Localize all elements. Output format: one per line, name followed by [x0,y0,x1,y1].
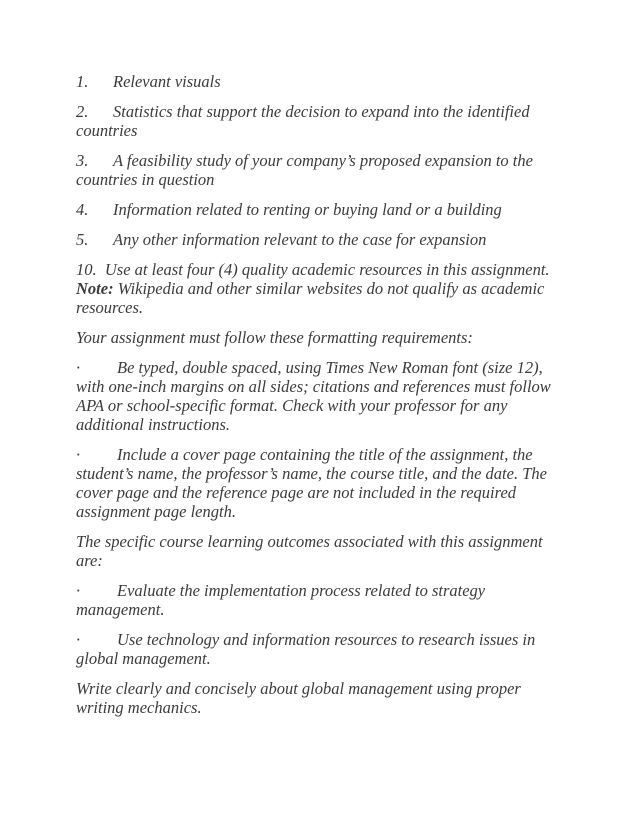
outcome-bullet-2 [76,630,566,668]
bullet-text: Use technology and information resources to research issues in global management. [76,630,536,668]
list-item-text: Use at least four (4) quality academic resources in this assignment. [104,260,550,279]
list-item-text: Any other information relevant to the case for expansion [113,230,487,249]
outcomes-intro: The specific course learning outcomes associated with this assignment are: [76,532,543,570]
list-item-3 [76,151,566,189]
list-number: 1. [76,72,89,91]
bullet-icon: · [76,630,81,649]
bullet-icon: · [76,581,81,600]
bullet-icon: · [76,358,81,377]
list-item-5 [76,230,566,249]
list-number: 3. [76,151,89,170]
list-item-text: A feasibility study of your company’s proposed expansion to the countries in question [76,151,533,189]
formatting-intro: Your assignment must follow these formatting requirements: [76,328,473,347]
list-number: 5. [76,230,89,249]
bullet-text: Be typed, double spaced, using Times New Roman font (size 12), with one-inch margins on all sides; citations and references must follow APA or school-specific format. Check with your professor for any additional instructions. [76,358,551,434]
list-item-text: Statistics that support the decision to expand into the identified countries [76,102,530,140]
bullet-text: Include a cover page containing the title of the assignment, the student’s name, the professor’s name, the course title, and the date. The cover page and the reference page are not included in the required assignment page length. [76,445,547,521]
note-text: Wikipedia and other similar websites do not qualify as academic resources. [76,279,545,317]
list-item-1 [76,72,566,91]
list-item-4 [76,200,566,219]
document-body [76,72,566,728]
list-item-2 [76,102,566,140]
list-number: 4. [76,200,89,219]
outcome-bullet-1 [76,581,566,619]
bullet-text: Evaluate the implementation process related to strategy management. [76,581,486,619]
list-item-text: Information related to renting or buying land or a building [113,200,502,219]
bullet-icon: · [76,445,81,464]
closing-paragraph: Write clearly and concisely about global management using proper writing mechanics. [76,679,521,717]
list-item-10 [76,260,566,317]
list-number: 2. [76,102,89,121]
note-label: Note: [76,279,114,298]
formatting-bullet-1 [76,358,566,434]
list-number: 10. [76,260,97,279]
formatting-bullet-2 [76,445,566,521]
list-item-text: Relevant visuals [113,72,221,91]
